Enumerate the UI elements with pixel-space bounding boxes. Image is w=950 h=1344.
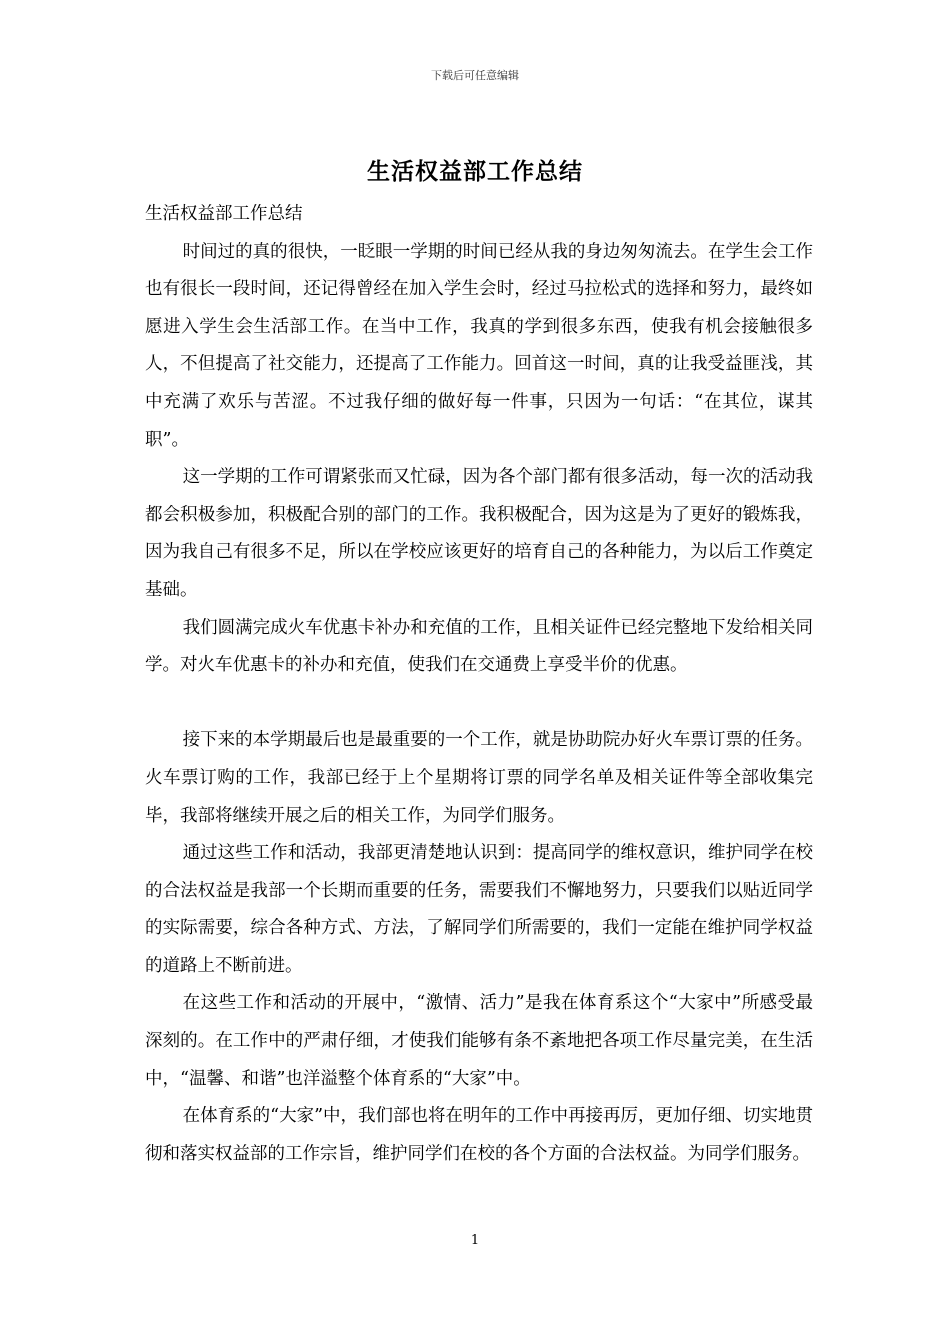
document-body (145, 196, 813, 1173)
paragraph: 接下来的本学期最后也是最重要的一个工作，就是协助院办好火车票订票的任务。火车票订购的工作，我部已经于上个星期将订票的同学名单及相关证件等全部收集完毕，我部将继续开展之后的相关工作，为同学们服务。 (145, 730, 813, 826)
page-header: 下载后可任意编辑 (431, 69, 519, 82)
page-number: 1 (470, 1233, 480, 1248)
document-title: 生活权益部工作总结 (367, 159, 583, 185)
document-subtitle: 生活权益部工作总结 (145, 204, 303, 224)
paragraph: 时间过的真的很快，一眨眼一学期的时间已经从我的身边匆匆流去。在学生会工作也有很长一段时间，还记得曾经在加入学生会时，经过马拉松式的选择和努力，最终如愿进入学生会生活部工作。在当中工作，我真的学到很多东西，使我有机会接触很多人，不但提高了社交能力，还提高了工作能力。回首这一时间，真的让我受益匪浅，其中充满了欢乐与苦涩。不过我仔细的做好每一件事，只因为一句话：“在其位，谋其职”。 (145, 241, 813, 450)
paragraph: 这一学期的工作可谓紧张而又忙碌，因为各个部门都有很多活动，每一次的活动我都会积极参加，积极配合别的部门的工作。我积极配合，因为这是为了更好的锻炼我，因为我自己有很多不足，所以在学校应该更好的培育自己的各种能力，为以后工作奠定基础。 (145, 467, 813, 600)
paragraph: 通过这些工作和活动，我部更清楚地认识到：提高同学的维权意识，维护同学在校的合法权益是我部一个长期而重要的任务，需要我们不懈地努力，只要我们以贴近同学的实际需要，综合各种方式、方法，了解同学们所需要的，我们一定能在维护同学权益的道路上不断前进。 (145, 843, 813, 976)
paragraph: 我们圆满完成火车优惠卡补办和充值的工作，且相关证件已经完整地下发给相关同学。对火车优惠卡的补办和充值，使我们在交通费上享受半价的优惠。 (145, 617, 813, 676)
paragraph: 在这些工作和活动的开展中，“激情、活力”是我在体育系这个“大家中”所感受最深刻的。在工作中的严肃仔细，才使我们能够有条不紊地把各项工作尽量完美，在生活中，“温馨、和谐”也洋溢整个体育系的“大家”中。 (145, 993, 813, 1089)
blank-line (145, 685, 813, 723)
paragraph: 在体育系的“大家”中，我们部也将在明年的工作中再接再厉，更加仔细、切实地贯彻和落实权益部的工作宗旨，维护同学们在校的各个方面的合法权益。为同学们服务。 (145, 1106, 814, 1164)
